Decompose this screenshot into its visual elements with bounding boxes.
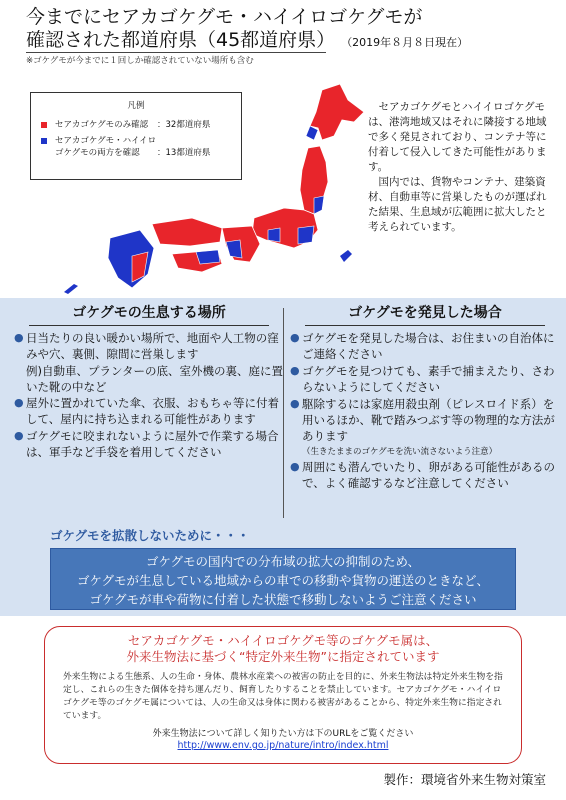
- item-text: ゴケグモに咬まれないように屋外で作業する場合は、軍手など手袋を着用してください: [26, 429, 279, 459]
- list-item: [290, 459, 560, 491]
- legend-item-red: [41, 119, 231, 131]
- legend-count: ：13都道府県: [157, 148, 211, 158]
- map-kanto-blue: [298, 226, 314, 244]
- legal-box: [44, 626, 522, 764]
- map-tohoku-blue: [314, 196, 324, 214]
- legend-item-blue: [41, 135, 231, 159]
- list-item: [290, 330, 560, 362]
- page-title-line1: 今までにセアカゴケグモ・ハイイロゴケグモが: [26, 6, 423, 28]
- found-section: [290, 302, 560, 492]
- intro-text: [368, 100, 554, 235]
- page-title-line2: 確認された都道府県（45都道府県）: [26, 29, 336, 51]
- spread-line: ゴケグモが生息している地域からの車での移動や貨物の運送のときなど、: [76, 573, 489, 588]
- list-item: [290, 396, 560, 444]
- habitat-section: [14, 302, 284, 461]
- map-chugoku: [152, 218, 222, 246]
- legend-label: セアカゴケグモのみ確認: [55, 120, 149, 130]
- intro-paragraph: 国内では、貨物やコンテナ、建築資材、自動車等に営巣したものが運ばれた結果、生息域が広範囲に拡大したと考えられています。: [368, 176, 547, 233]
- habitat-example: 例)自動車、プランターの底、室外機の裏、庭に置いた靴の中など: [26, 364, 284, 394]
- habitat-heading: ゴケグモの生息する場所: [29, 302, 269, 326]
- as-of-date: （2019年８月８日現在）: [341, 36, 469, 49]
- blue-swatch: [41, 138, 47, 144]
- bullet-icon: ●: [14, 429, 24, 442]
- bullet-icon: ●: [290, 397, 300, 410]
- legal-text: 外来生物による生態系、人の生命・身体、農林水産業への被害の防止を目的に、外来生物法は特定外来生物を指定し、これらの生きた個体を持ち運んだり、飼育したりすることを禁止しています。: [63, 672, 503, 695]
- map-island-east: [340, 250, 352, 262]
- map-hokkaido: [310, 84, 364, 140]
- legend-count: ：32都道府県: [157, 120, 211, 130]
- title-note: ※ゴケグモが今までに１回しか確認されていない場所も含む: [26, 56, 254, 66]
- red-swatch: [41, 122, 47, 128]
- legend-label: セアカゴケグモ・ハイイロゴケグモの両方を確認: [55, 136, 157, 158]
- legal-heading-line: 外来生物法に基づく“特定外来生物”に指定されています: [126, 649, 440, 664]
- bullet-icon: ●: [14, 331, 24, 344]
- bullet-icon: ●: [290, 460, 300, 473]
- list-item: [14, 428, 284, 460]
- legal-text: セアカゴケグモ・ハイイロゴケグモ等のゴケグモ属については、人の生命又は身体に関わる被害があることから、特定外来生物に指定されています。: [63, 685, 502, 721]
- item-text: 駆除するには家庭用殺虫剤（ピレスロイド系）を用いるほか、靴で踏みつぶす等の物理的な方法があります: [302, 397, 555, 443]
- map-chubu-blue: [268, 228, 280, 242]
- map-kinki-blue: [226, 240, 242, 258]
- header: [26, 6, 546, 66]
- spread-line: ゴケグモの国内での分布域の拡大の抑制のため、: [145, 554, 420, 569]
- legal-more: 外来生物法について詳しく知りたい方は下のURLをご覧ください: [152, 729, 414, 739]
- map-island-okinawa: [64, 284, 78, 294]
- list-item: [290, 363, 560, 395]
- item-text: 屋外に置かれていた傘、衣服、おもちゃ等に付着して、屋内に持ち込まれる可能性があります: [26, 396, 279, 426]
- env-url-link[interactable]: http://www.env.go.jp/nature/intro/index.html: [177, 740, 389, 751]
- map-hokkaido-south: [306, 126, 318, 140]
- map-legend: [30, 92, 242, 180]
- spread-box: [50, 548, 516, 610]
- bullet-icon: ●: [290, 364, 300, 377]
- title-underline: [26, 52, 326, 53]
- intro-paragraph: セアカゴケグモとハイイロゴケグモは、港湾地域又はそれに隣接する地域で多く発見されており、コンテナ等に付着して侵入してきた可能性があります。: [368, 101, 547, 173]
- footer-credit: 製作：環境省外来生物対策室: [383, 772, 546, 787]
- page-title-row: [26, 29, 546, 52]
- item-text: 日当たりの良い暖かい場所で、地面や人工物の窪みや穴、裏側、隙間に営巣します: [26, 331, 279, 361]
- bullet-icon: ●: [290, 331, 300, 344]
- item-text: 周囲にも潜んでいたり、卵がある可能性があるので、よく確認するなど注意してください: [302, 460, 555, 490]
- legal-body: [63, 671, 503, 723]
- item-text: ゴケグモを見つけても、素手で捕まえたり、さわらないようにしてください: [302, 364, 555, 394]
- legend-title: 凡例: [127, 101, 145, 111]
- bullet-icon: ●: [14, 396, 24, 409]
- legal-heading: [63, 633, 503, 665]
- list-item: [14, 330, 284, 362]
- spread-heading: ゴケグモを拡散しないために・・・: [50, 528, 250, 543]
- wash-note: （生きたままのゴケグモを洗い流さないよう注意）: [302, 447, 498, 457]
- found-heading: ゴケグモを発見した場合: [305, 302, 545, 326]
- map-shikoku-blue: [196, 250, 220, 264]
- spread-line: ゴケグモが車や荷物に付着した状態で移動しないようご注意ください: [89, 592, 477, 607]
- map-kyushu-red: [132, 252, 148, 282]
- item-text: ゴケグモを発見した場合は、お住まいの自治体にご連絡ください: [302, 331, 555, 361]
- legal-heading-line: セアカゴケグモ・ハイイロゴケグモ等のゴケグモ属は、: [127, 633, 439, 648]
- list-item: [14, 395, 284, 427]
